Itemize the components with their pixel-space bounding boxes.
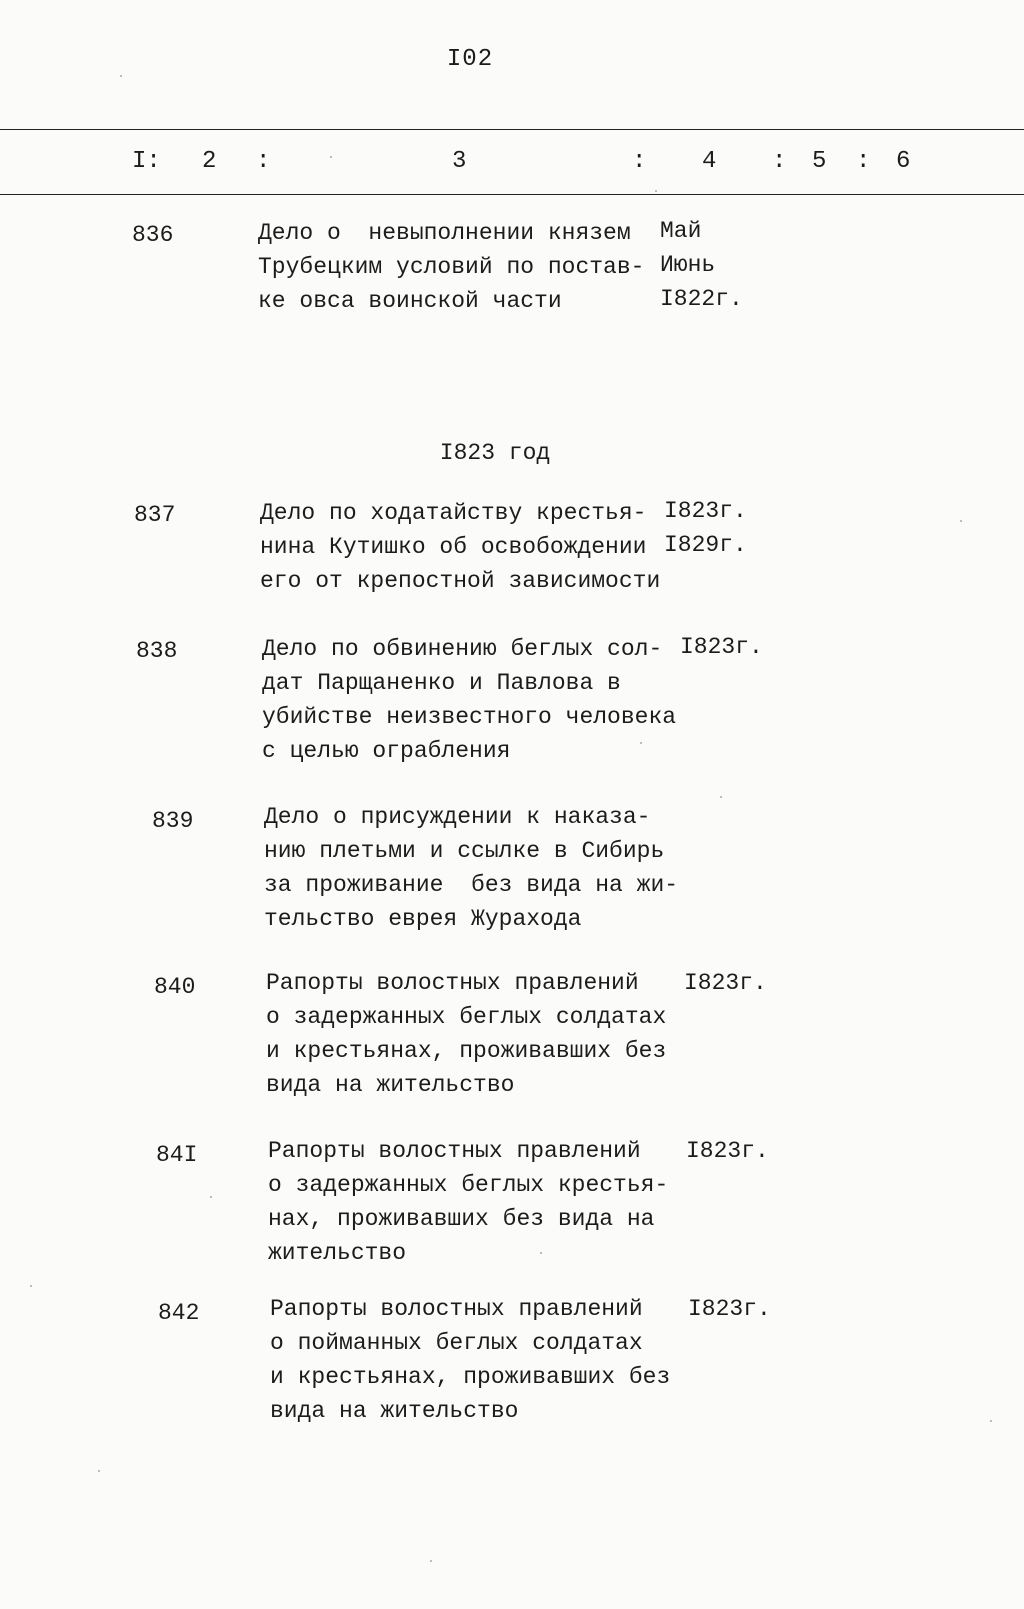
entry-description: Дело о присуждении к наказа- нию плетьми и ссылке в Сибирь за проживание без вида на жи- тельство еврея Журахода [264,804,679,932]
column-separator: : [632,148,647,175]
header-rule-bottom [0,194,1024,195]
scan-speck [655,190,657,192]
scan-speck [120,75,122,77]
entry-description: Дело по обвинению беглых сол- дат Парщаненко и Павлова в убийстве неизвестного человека с целью ограбления [262,636,677,764]
scan-speck [990,1420,992,1422]
entry-date: I823г. I829г. [664,498,747,558]
column-separator: : [772,148,787,175]
scan-speck [960,520,962,522]
year-heading: I823 год [439,440,551,466]
entry-date: I823г. [684,970,767,996]
column-separator: : [256,148,271,175]
scan-speck [98,1470,100,1472]
entry-description: Рапорты волостных правлений о пойманных беглых солдатах и крестьянах, проживавших без вида на жительство [270,1296,671,1424]
entry-number: 839 [152,808,194,834]
entry-description: Рапорты волостных правлений о задержанных беглых солдатах и крестьянах, проживавших без вида на жительство [266,970,667,1098]
column-header-6: 6 [896,148,911,175]
entry-description: Дело о невыполнении князем Трубецким условий по постав- ке овса воинской части [258,220,645,314]
scan-speck [210,1196,212,1198]
entry-number: 837 [134,502,176,528]
scan-speck [30,1285,32,1287]
scan-speck [430,1560,432,1562]
entry-number: 836 [132,222,174,248]
column-header-1: I: [132,148,161,175]
entry-number: 842 [158,1300,200,1326]
scan-speck [540,1252,542,1254]
column-separator: : [856,148,871,175]
page-number: I02 [446,46,494,73]
scan-speck [720,796,722,798]
entry-date: I823г. [688,1296,771,1322]
entry-number: 840 [154,974,196,1000]
entry-date: I823г. [686,1138,769,1164]
entry-date: Май Июнь I822г. [660,218,743,312]
entry-number: 838 [136,638,178,664]
column-header-3: 3 [452,148,467,175]
column-header-2: 2 [202,148,217,175]
scan-speck [640,742,642,744]
column-header-4: 4 [702,148,717,175]
column-header-5: 5 [812,148,827,175]
entry-description: Дело по ходатайству крестья- нина Кутишко об освобождении его от крепостной зависимости [260,500,661,594]
entry-date: I823г. [680,634,763,660]
entry-description: Рапорты волостных правлений о задержанных беглых крестья- нах, проживавших без вида на жительство [268,1138,669,1266]
scan-speck [330,156,332,158]
header-rule-top [0,129,1024,130]
entry-number: 84I [156,1142,198,1168]
